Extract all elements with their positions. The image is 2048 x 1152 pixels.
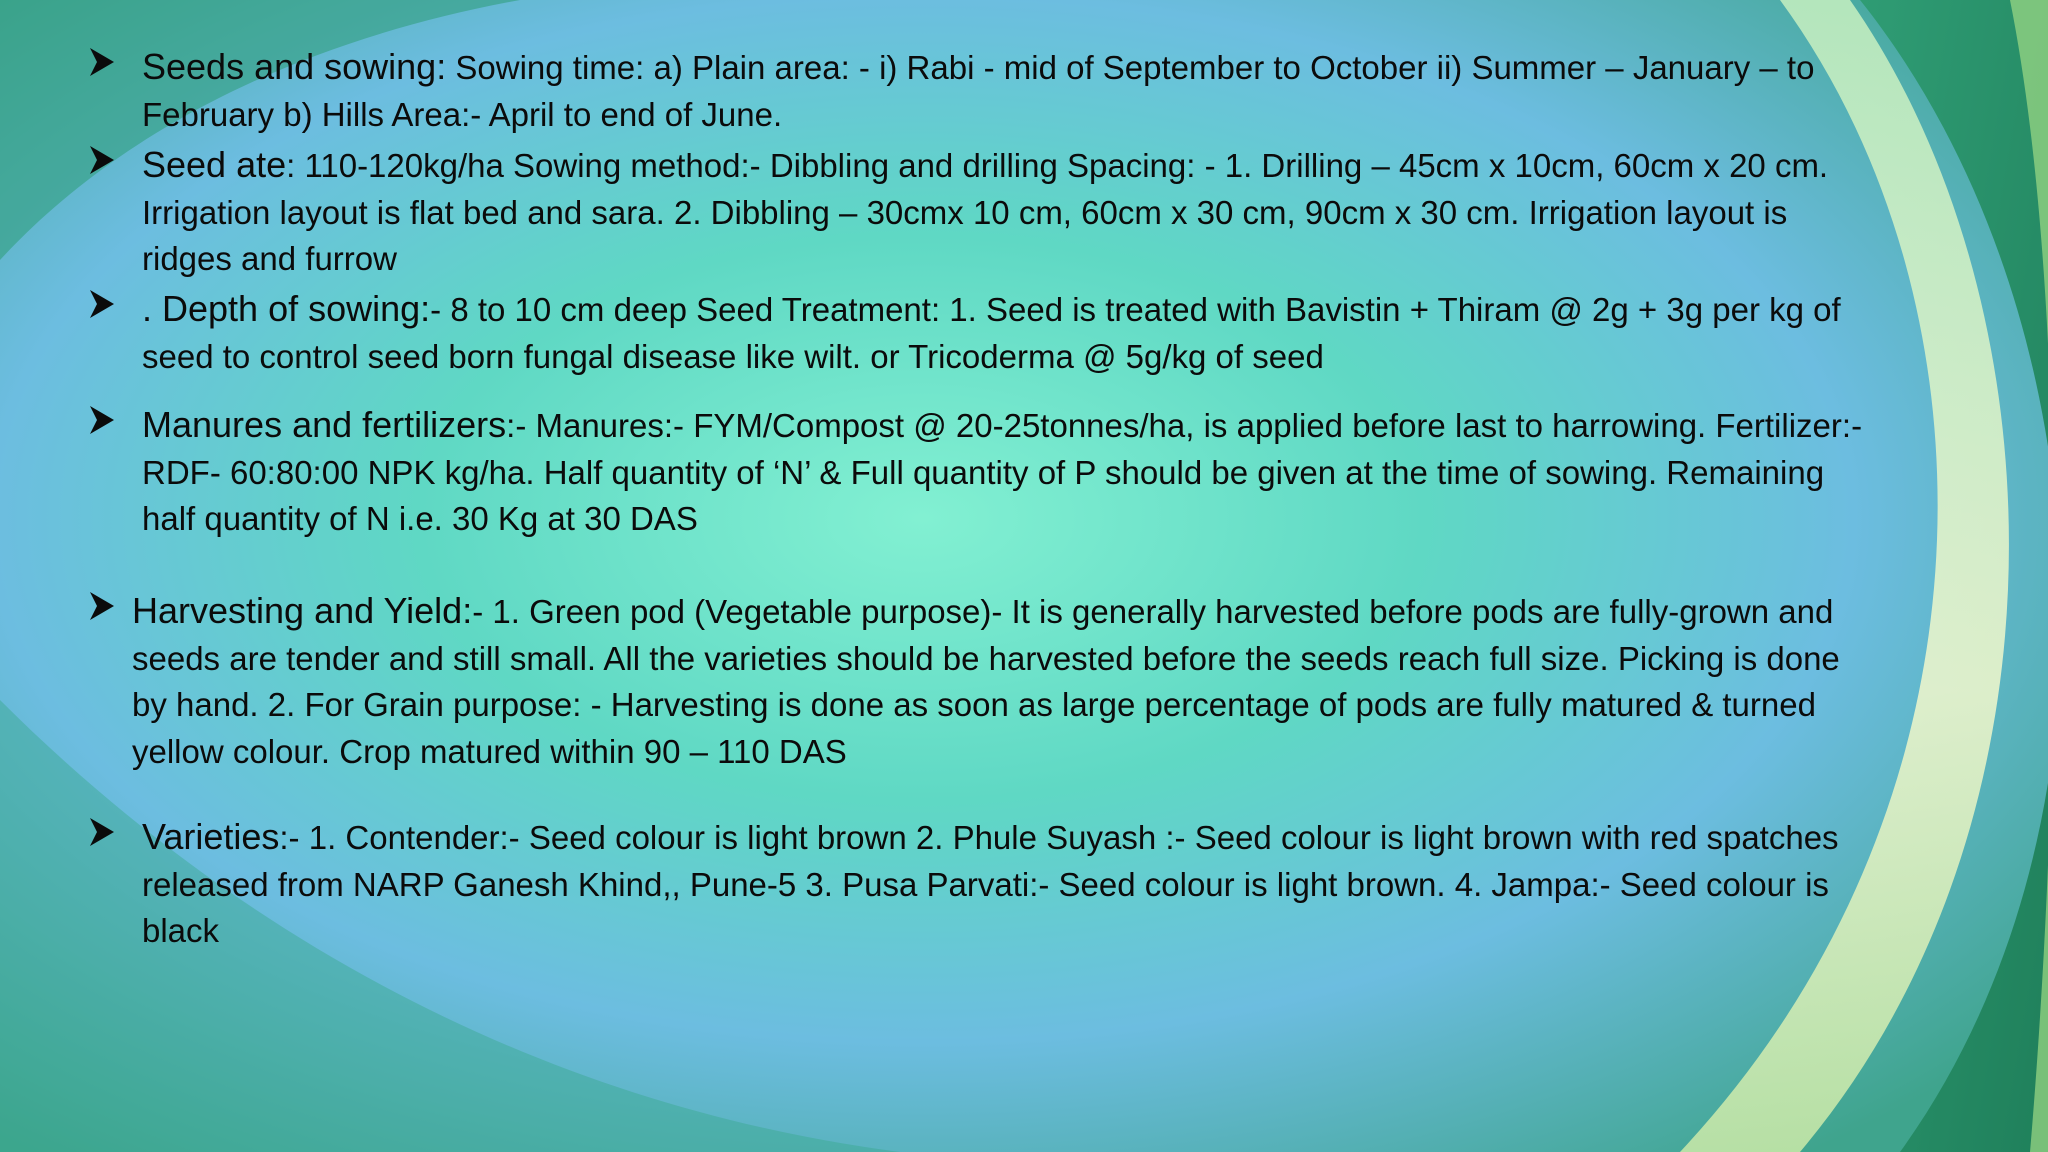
bullet-text bbox=[142, 286, 1868, 380]
arrowhead-bullet-icon bbox=[88, 814, 116, 850]
bullet-heading: Varieties bbox=[142, 816, 280, 857]
bullet-body: :- 1. Contender:- Seed colour is light brown 2. Phule Suyash :- Seed colour is light brown with red spatches released from NARP Ganesh Khind,, Pune-5 3. Pusa Parvati:- Seed colour is light brown. 4. Jampa:- Seed colour is black bbox=[142, 819, 1839, 949]
arrowhead-bullet-icon bbox=[88, 588, 116, 624]
bullet-body: - 8 to 10 cm deep Seed Treatment: 1. Seed is treated with Bavistin + Thiram @ 2g + 3g per kg of seed to control seed born fungal disease like wilt. or Tricoderma @ 5g/kg of seed bbox=[142, 291, 1841, 375]
bullet-body: :- Manures:- FYM/Compost @ 20-25tonnes/ha, is applied before last to harrowing. Fertilizer:-RDF- 60:80:00 NPK kg/ha. Half quantity of ‘N’ & Full quantity of P should be given at the time of sowing. Remaining half quantity of N i.e. 30 Kg at 30 DAS bbox=[142, 407, 1863, 537]
bullet-text bbox=[132, 588, 1868, 775]
bullet-heading: . Depth of sowing: bbox=[142, 288, 431, 329]
bullet-body: Sowing time: a) Plain area: - i) Rabi - mid of September to October ii) Summer – January – to February b) Hills Area:- April to end of June. bbox=[142, 49, 1815, 133]
arrowhead-bullet-icon bbox=[88, 286, 116, 322]
bullet-text bbox=[142, 814, 1868, 955]
bullet-heading: Seeds and sowing: bbox=[142, 46, 447, 87]
bullet-heading: Manures and fertilizers bbox=[142, 404, 507, 445]
arrowhead-bullet-icon bbox=[88, 142, 116, 178]
bullet-text bbox=[142, 402, 1868, 543]
bullet-body: : 110-120kg/ha Sowing method:- Dibbling and drilling Spacing: - 1. Drilling – 45cm x 10cm, 60cm x 20 cm. Irrigation layout is flat bed and sara. 2. Dibbling – 30cmx 10 cm, 60cm x 30 cm, 90cm x 30 cm. Irrigation layout is ridges and furrow bbox=[142, 147, 1829, 277]
bullet-heading: Harvesting and Yield: bbox=[132, 590, 473, 631]
bullet-text bbox=[142, 142, 1868, 283]
arrowhead-bullet-icon bbox=[88, 402, 116, 438]
bullet-text bbox=[142, 44, 1868, 138]
arrowhead-bullet-icon bbox=[88, 44, 116, 80]
bullet-body: - 1. Green pod (Vegetable purpose)- It is generally harvested before pods are fully-grown and seeds are tender and still small. All the varieties should be harvested before the seeds reach full size. Picking is done by hand. 2. For Grain purpose: - Harvesting is done as soon as large percentage of pods are fully matured & turned yellow colour. Crop matured within 90 – 110 DAS bbox=[132, 593, 1840, 770]
bullet-heading: Seed ate bbox=[142, 144, 287, 185]
